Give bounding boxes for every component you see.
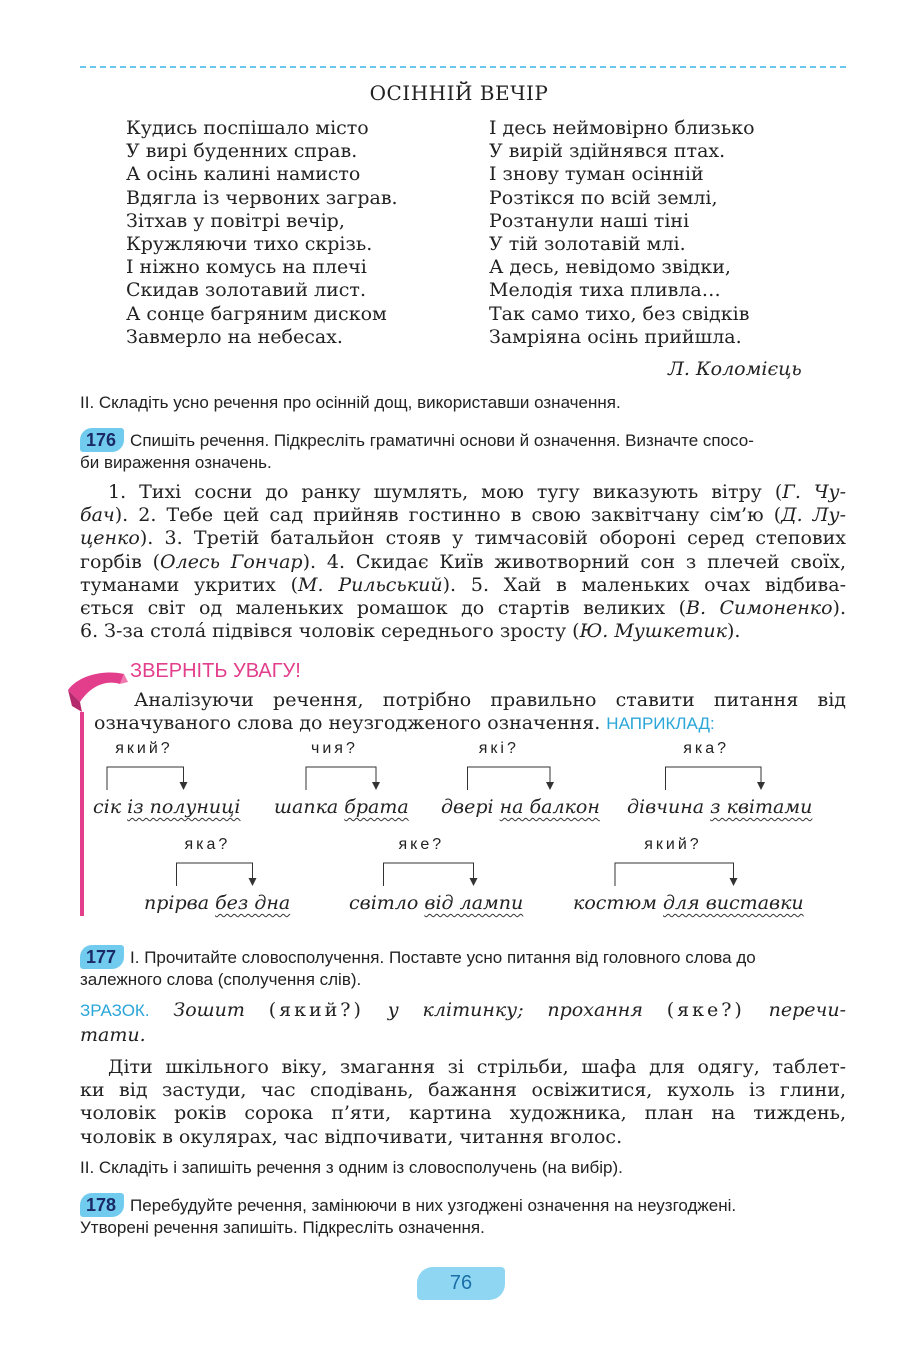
dependent-word: із полуниці [127,796,241,818]
poem-line: Розтанули наші тіні [489,209,690,232]
poem-line: Вдягла із червоних заграв. [126,186,398,209]
head-word: двері [441,796,494,818]
example-item [93,740,241,818]
example-item [274,740,409,818]
poem-line: У вирій здійнявся птах. [489,140,726,163]
author-name: Ю. Мушкетик [579,620,727,643]
sentence-text: ). [832,597,846,620]
head-word: світло [349,892,419,914]
page-number: 76 [417,1267,505,1300]
exercise-line [80,574,846,597]
exercise-line: чоловік років сорока п’яти, картина художника, план на тиждень, [80,1102,846,1125]
question-label: чия? [311,740,358,757]
task-176-line-2: би вираження означень. [80,453,272,472]
sentence-text: 6. З-за стола́ підвівся чоловік середнього зросту ( [80,620,580,643]
dependent-word: брата [344,796,409,818]
exercise-line [80,481,846,504]
poem-line: Кудись поспішало місто [126,117,369,139]
head-word: шапка [274,796,339,818]
task-176-exercise [80,481,846,643]
poem-right-column [489,117,755,349]
task-178-instruction [80,1193,846,1239]
poem-line: У тій золотавій млі. [489,233,686,256]
poem-line: Завмерло на небесах. [126,325,343,348]
attention-text [94,689,846,735]
poem-line: А осінь калині намисто [126,163,361,186]
task-178-line-2: Утворені речення запишіть. Підкресліть означення. [80,1218,485,1237]
exercise-line [80,551,846,574]
task-177-instruction [80,945,846,991]
task-177-sample [80,998,846,1047]
poem-line: А десь, невідомо звідки, [489,256,731,279]
task-176-line-1: Спишіть речення. Підкресліть граматичні основи й означення. Визначте спосо- [130,431,754,450]
task-number-badge: 176 [80,428,124,452]
author-name: бач [80,504,115,527]
poem-line: Скидав золотавий лист. [126,279,366,302]
sentence-text: 1. Тихі сосни до ранку шумлять, мою тугу виказують вітру ( [108,481,783,503]
exercise-line: ки від застуди, час сподівань, бажання освіжитися, кухоль із глини, [80,1079,846,1102]
exercise-line: Діти шкільного віку, змагання зі стрільби, шафа для одягу, таблет- [108,1056,846,1078]
sample-line-1 [80,998,846,1023]
task-177-line-1: І. Прочитайте словосполучення. Поставте усно питання від головного слова до [130,948,756,967]
sentence-text: горбів ( [80,550,161,573]
dependent-word: від лампи [424,892,524,914]
author-name: ценко [80,527,140,550]
head-word: дівчина [627,796,705,818]
head-word: сік [93,796,122,818]
task-number-badge: 177 [80,945,124,969]
sentence-text: туманами укритих ( [80,573,299,596]
head-word: прірва [144,892,210,914]
sentence-text: ). 4. Скидає Київ животворний сон з плечей своїх, [302,550,846,573]
poem-line: Так само тихо, без свідків [489,302,750,325]
example-item [441,740,600,818]
exercise-line [80,504,846,527]
exercise-line [80,527,846,550]
dependent-word: з квітами [710,796,813,818]
question-label: який? [644,836,702,853]
sample-question: (який?) [268,999,364,1021]
sample-question: (яке?) [666,999,745,1021]
author-name: Г. Чу- [782,481,846,503]
sample-text: Зошит [149,999,269,1021]
attention-line-2: означуваного слова до неузгодженого означення. [94,712,601,735]
poem-line: У вирі буденних справ. [126,140,358,163]
example-label: НАПРИКЛАД: [606,714,715,734]
poem-line: І знову туман осінній [489,163,704,186]
example-item [349,836,524,914]
poem-author: Л. Коломієць [668,358,802,380]
poem-line: Замріяна осінь прийшла. [489,325,742,348]
poem-line: І ніжно комусь на плечі [126,256,367,279]
sample-label: ЗРАЗОК. [80,1001,150,1020]
question-label: який? [115,740,173,757]
dependent-word: без дна [215,892,291,914]
poem-line: Мелодія тиха пливла… [489,279,721,302]
author-name: М. Рильський [298,573,443,596]
sample-line-2: тати. [80,1024,146,1046]
task-178-line-1: Перебудуйте речення, замінюючи в них узгоджені означення на неузгоджені. [130,1196,737,1215]
exercise-line: чоловік в окулярах, час відпочивати, читання вголос. [80,1125,623,1148]
task-number-badge: 178 [80,1193,124,1217]
author-name: В. Симоненко [686,597,833,620]
poem-line: І десь неймовірно близько [489,117,755,139]
question-label: які? [478,740,519,757]
exercise-line [80,620,846,643]
head-word: костюм [573,892,657,914]
dependent-word: на балкон [499,796,600,818]
task-177-part-2: ІІ. Складіть і запишіть речення з одним із словосполучень (на вибір). [80,1158,623,1177]
sentence-text: ). [727,620,741,643]
exercise-line [80,597,846,620]
attention-line-1: Аналізуючи речення, потрібно правильно ставити питання від [134,689,846,711]
example-item [144,836,291,914]
task-176-instruction [80,428,846,474]
sentence-text: ється світ од маленьких ромашок до стартів великих ( [80,597,686,620]
question-label: яка? [184,836,231,853]
poem-left-column [126,117,398,349]
question-label: яка? [683,740,730,757]
sentence-text: ). 5. Хай в маленьких очах відбива- [442,573,846,596]
poem-line: Кружляючи тихо скрізь. [126,233,373,256]
attention-side-bar [80,712,84,916]
task-175-part-2: ІІ. Складіть усно речення про осінній дощ, використавши означення. [80,393,621,412]
poem-title: ОСІННІЙ ВЕЧІР [369,81,549,105]
attention-title: ЗВЕРНІТЬ УВАГУ! [130,660,301,682]
example-item [573,836,804,914]
dependent-word: для виставки [662,892,804,914]
author-name: Д. Лу- [781,504,846,527]
author-name: Олесь Гончар [160,550,303,573]
poem-line: Розтікся по всій землі, [489,186,718,209]
top-dashed-divider [80,66,846,68]
sample-text: у клітинку; прохання [363,999,667,1021]
task-177-line-2: залежного слова (сполучення слів). [80,970,362,989]
example-item [627,740,813,818]
sentence-text: ). 3. Третій батальйон стояв у тимчасовій обороні серед степових [139,527,846,550]
poem-line: А сонце багряним диском [126,302,387,325]
question-label: яке? [398,836,445,853]
poem-line: Зітхав у повітрі вечір, [126,209,345,232]
task-177-exercise [80,1056,846,1149]
sentence-text: ). 2. Тебе цей сад прийняв гостинно в свою заквітчану сім’ю ( [114,504,782,527]
sample-text: перечи- [744,999,847,1021]
